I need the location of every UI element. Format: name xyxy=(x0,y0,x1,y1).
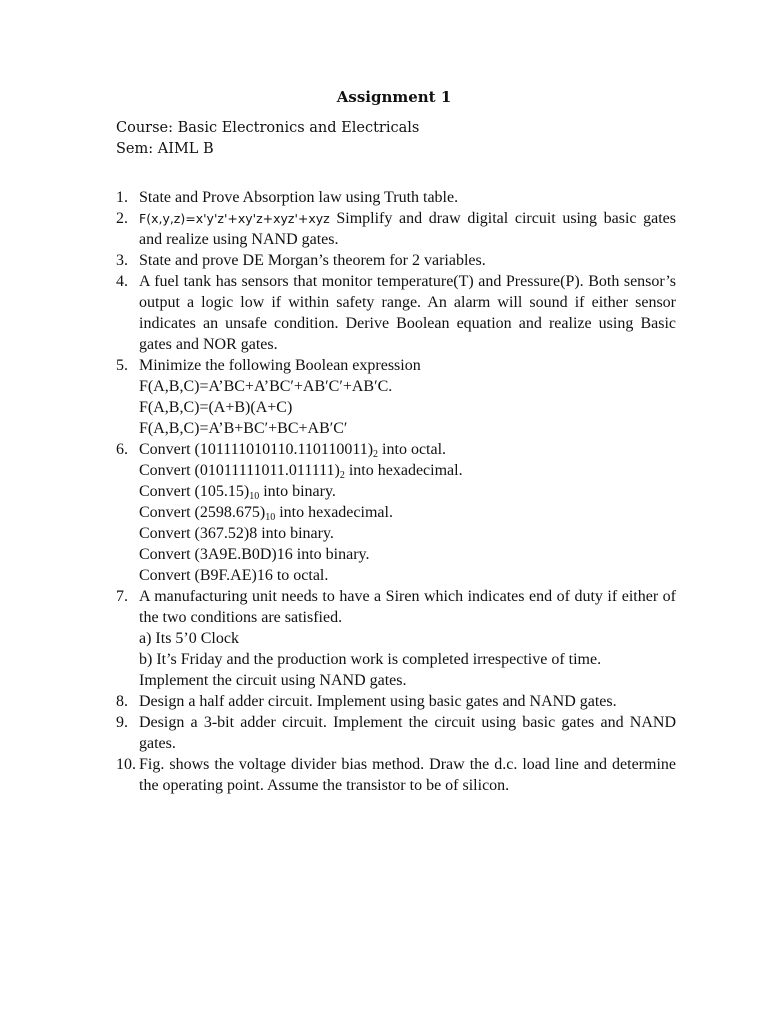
expression-line: F(A,B,C)=A’B+BC′+BC+AB′C′ xyxy=(139,420,348,437)
question-number: 6. xyxy=(116,441,128,458)
question-text: State and prove DE Morgan’s theorem for 2 variables. xyxy=(139,252,486,269)
expression-line: F(A,B,C)=(A+B)(A+C) xyxy=(139,399,293,416)
question-number: 10. xyxy=(116,756,136,773)
question-text: Simplify and draw digital circuit using basic gates and realize using NAND gates. xyxy=(139,210,676,248)
conversion-text: Convert (3A9E.B0D)16 into binary. xyxy=(139,546,370,563)
question-number: 4. xyxy=(116,273,128,290)
conversion-line xyxy=(139,544,676,565)
question-text: Design a half adder circuit. Implement using basic gates and NAND gates. xyxy=(139,693,617,710)
conversion-text: into hexadecimal. xyxy=(275,504,393,521)
question-list xyxy=(116,187,676,796)
base-subscript: 2 xyxy=(373,449,379,460)
question-text: Fig. shows the voltage divider bias method. Draw the d.c. load line and determine the operating point. Assume the transistor to be of silicon. xyxy=(139,756,676,794)
question-10 xyxy=(116,754,676,796)
question-3 xyxy=(116,250,676,271)
conversion-line xyxy=(139,523,676,544)
question-text: State and Prove Absorption law using Truth table. xyxy=(139,189,459,206)
question-number: 7. xyxy=(116,588,128,605)
question-tail: Implement the circuit using NAND gates. xyxy=(139,672,407,689)
question-5 xyxy=(116,355,676,439)
question-number: 2. xyxy=(116,210,128,227)
question-number: 5. xyxy=(116,357,128,374)
semester-line: Sem: AIML B xyxy=(116,141,214,157)
base-subscript: 2 xyxy=(339,470,345,481)
condition-a: a) Its 5’0 Clock xyxy=(139,630,239,647)
question-number: 8. xyxy=(116,693,128,710)
conversion-line xyxy=(139,460,676,481)
conversion-line xyxy=(139,439,676,460)
question-7 xyxy=(116,586,676,691)
conversion-text: into octal. xyxy=(378,441,447,458)
boolean-function: F(x,y,z)=x'y'z'+xy'z+xyz'+xyz xyxy=(139,211,330,226)
base-subscript: 10 xyxy=(265,512,276,523)
question-body xyxy=(139,355,676,439)
course-line: Course: Basic Electronics and Electricals xyxy=(116,120,420,136)
question-body xyxy=(139,439,676,586)
question-text: Design a 3-bit adder circuit. Implement the circuit using basic gates and NAND gates. xyxy=(139,714,676,752)
conversion-text: Convert (2598.675) xyxy=(139,504,266,521)
conversion-text: Convert (367.52)8 into binary. xyxy=(139,525,334,542)
page-title: Assignment 1 xyxy=(336,88,452,106)
question-text: A manufacturing unit needs to have a Siren which indicates end of duty if either of the two conditions are satisfied. xyxy=(139,588,676,626)
condition-b: b) It’s Friday and the production work is completed irrespective of time. xyxy=(139,651,602,668)
conversion-text: Convert (01011111011.011111) xyxy=(139,462,340,479)
question-text: Minimize the following Boolean expression xyxy=(139,357,421,374)
question-number: 9. xyxy=(116,714,128,731)
question-body xyxy=(139,586,676,691)
question-6 xyxy=(116,439,676,586)
base-subscript: 10 xyxy=(249,491,260,502)
question-2 xyxy=(116,208,676,250)
conversion-text: into hexadecimal. xyxy=(344,462,463,479)
question-body xyxy=(139,208,676,250)
question-4 xyxy=(116,271,676,355)
question-8 xyxy=(116,691,676,712)
conversion-text: Convert (105.15) xyxy=(139,483,250,500)
conversion-line xyxy=(139,565,676,586)
question-number: 3. xyxy=(116,252,128,269)
conversion-line xyxy=(139,481,676,502)
conversion-line xyxy=(139,502,676,523)
conversion-text: into binary. xyxy=(259,483,336,500)
conversion-text: Convert (B9F.AE)16 to octal. xyxy=(139,567,329,584)
question-9 xyxy=(116,712,676,754)
question-1 xyxy=(116,187,676,208)
question-text: A fuel tank has sensors that monitor temperature(T) and Pressure(P). Both sensor’s output a logic low if within safety range. An alarm will sound if either sensor indicates an unsafe condition. Derive Boolean equation and realize using Basic gates and NOR gates. xyxy=(139,273,676,353)
expression-line: F(A,B,C)=A’BC+A’BC′+AB′C′+AB′C. xyxy=(139,378,393,395)
conversion-text: Convert (101111010110.110110011) xyxy=(139,441,374,458)
question-number: 1. xyxy=(116,189,128,206)
